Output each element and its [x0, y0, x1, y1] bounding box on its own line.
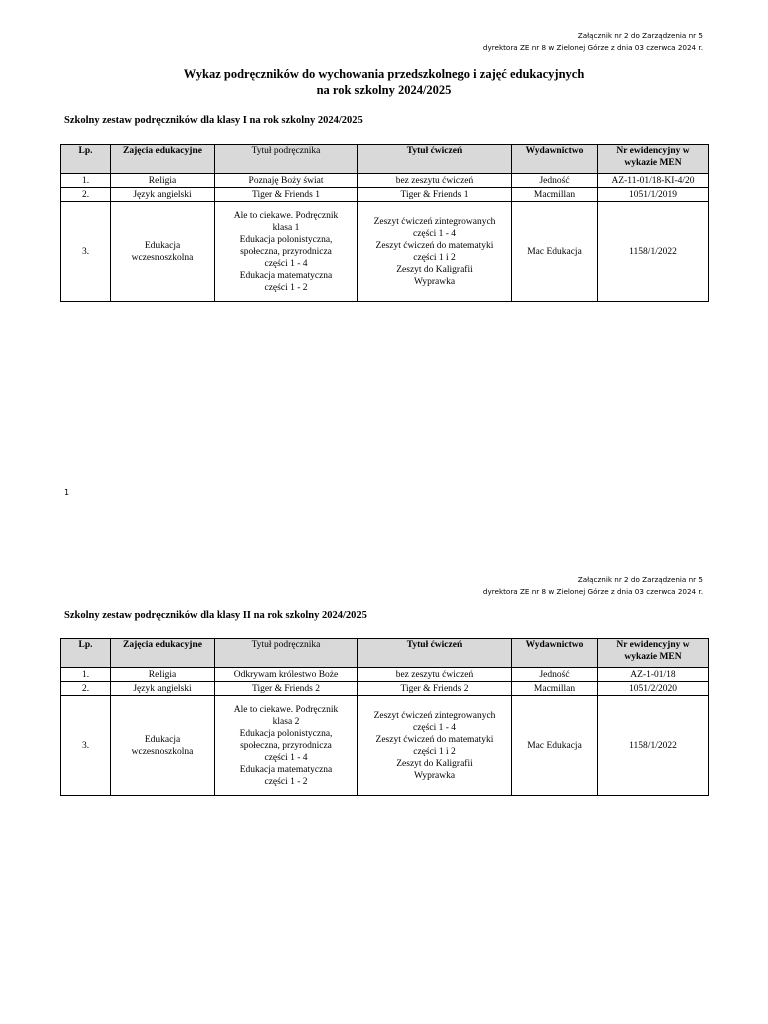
cell-men-number: 1158/1/2022 — [598, 696, 709, 796]
cell-men-number: 1051/2/2020 — [598, 682, 709, 696]
table-row — [61, 668, 709, 682]
annex-line: dyrektora ZE nr 8 w Zielonej Górze z dnia 03 czerwca 2024 r. — [482, 587, 703, 596]
cell-line: Edukacja — [144, 734, 181, 745]
cell-men-number: 1158/1/2022 — [598, 202, 709, 302]
textbook-table — [60, 144, 709, 302]
cell-lp: 2. — [61, 682, 111, 696]
cell-subject: Język angielski — [111, 682, 215, 696]
annex-line: dyrektora ZE nr 8 w Zielonej Górze z dnia 03 czerwca 2024 r. — [482, 43, 703, 52]
table-row — [61, 202, 709, 302]
column-header: Nr ewidencyjny w wykazie MEN — [598, 145, 709, 174]
cell-line: Wyprawka — [413, 276, 456, 287]
column-header: Tytuł podręcznika — [215, 145, 358, 174]
cell-men-number: AZ-1-01/18 — [598, 668, 709, 682]
cell-publisher: Macmillan — [512, 188, 598, 202]
cell-line: części 1 - 2 — [264, 282, 308, 293]
cell-men-number: 1051/1/2019 — [598, 188, 709, 202]
cell-line: części 1 - 4 — [264, 752, 308, 763]
cell-line: Edukacja polonistyczna, — [239, 728, 333, 739]
cell-exercises — [358, 202, 512, 302]
column-header: Wydawnictwo — [512, 145, 598, 174]
cell-line: Ale to ciekawe. Podręcznik — [233, 210, 339, 221]
cell-textbook: Tiger & Friends 1 — [215, 188, 358, 202]
cell-textbook: Poznaję Boży świat — [215, 174, 358, 188]
cell-textbook — [215, 696, 358, 796]
cell-exercises: Tiger & Friends 2 — [358, 682, 512, 696]
cell-subject: Język angielski — [111, 188, 215, 202]
table-row — [61, 696, 709, 796]
cell-subject: Religia — [111, 174, 215, 188]
cell-line: części 1 - 4 — [413, 722, 456, 733]
cell-subject — [111, 202, 215, 302]
table-header-row — [61, 145, 709, 174]
cell-lp: 3. — [61, 202, 111, 302]
cell-textbook — [215, 202, 358, 302]
cell-line: Edukacja matematyczna — [239, 764, 333, 775]
cell-lp: 3. — [61, 696, 111, 796]
cell-exercises: Tiger & Friends 1 — [358, 188, 512, 202]
cell-line: części 1 - 2 — [264, 776, 308, 787]
textbook-table — [60, 638, 709, 796]
cell-lp: 1. — [61, 174, 111, 188]
cell-lp: 2. — [61, 188, 111, 202]
cell-line: części 1 i 2 — [413, 252, 456, 263]
table-header-row — [61, 639, 709, 668]
cell-publisher: Jedność — [512, 174, 598, 188]
column-header: Lp. — [61, 639, 111, 668]
page-number: 1 — [64, 488, 70, 497]
cell-men-number: AZ-11-01/18-KI-4/20 — [598, 174, 709, 188]
cell-lp: 1. — [61, 668, 111, 682]
cell-textbook: Odkrywam królestwo Boże — [215, 668, 358, 682]
cell-subject — [111, 696, 215, 796]
cell-line: Ale to ciekawe. Podręcznik — [233, 704, 339, 715]
column-header: Tytuł podręcznika — [215, 639, 358, 668]
cell-line: Zeszyt ćwiczeń zintegrowanych — [373, 216, 496, 227]
cell-line: Zeszyt do Kaligrafii — [396, 758, 473, 769]
document-title — [0, 66, 768, 98]
table-row — [61, 174, 709, 188]
cell-exercises: bez zeszytu ćwiczeń — [358, 174, 512, 188]
cell-exercises: bez zeszytu ćwiczeń — [358, 668, 512, 682]
annex-note — [483, 574, 703, 598]
cell-subject: Religia — [111, 668, 215, 682]
column-header: Nr ewidencyjny w wykazie MEN — [598, 639, 709, 668]
section-heading: Szkolny zestaw podręczników dla klasy II na rok szkolny 2024/2025 — [64, 610, 367, 621]
cell-line: społeczna, przyrodnicza — [240, 246, 332, 257]
cell-line: części 1 i 2 — [413, 746, 456, 757]
cell-line: klasa 1 — [272, 222, 300, 233]
cell-line: Zeszyt ćwiczeń do matematyki — [375, 240, 494, 251]
cell-line: Edukacja polonistyczna, — [239, 234, 333, 245]
title-line: na rok szkolny 2024/2025 — [316, 83, 452, 97]
annex-note — [483, 30, 703, 54]
cell-line: Zeszyt ćwiczeń zintegrowanych — [373, 710, 496, 721]
column-header: Tytuł ćwiczeń — [358, 639, 512, 668]
cell-line: Zeszyt ćwiczeń do matematyki — [375, 734, 494, 745]
annex-line: Załącznik nr 2 do Zarządzenia nr 5 — [577, 575, 703, 584]
cell-line: Edukacja — [144, 240, 181, 251]
cell-line: wczesnoszkolna — [131, 252, 194, 263]
section-heading: Szkolny zestaw podręczników dla klasy I na rok szkolny 2024/2025 — [64, 115, 363, 126]
title-line: Wykaz podręczników do wychowania przedszkolnego i zajęć edukacyjnych — [183, 67, 585, 81]
cell-exercises — [358, 696, 512, 796]
column-header: Zajęcia edukacyjne — [111, 639, 215, 668]
cell-line: części 1 - 4 — [413, 228, 456, 239]
table-row — [61, 682, 709, 696]
cell-line: Zeszyt do Kaligrafii — [396, 264, 473, 275]
cell-line: Wyprawka — [413, 770, 456, 781]
cell-line: klasa 2 — [272, 716, 300, 727]
cell-line: Edukacja matematyczna — [239, 270, 333, 281]
column-header: Tytuł ćwiczeń — [358, 145, 512, 174]
cell-publisher: Mac Edukacja — [512, 696, 598, 796]
cell-line: części 1 - 4 — [264, 258, 308, 269]
cell-line: społeczna, przyrodnicza — [240, 740, 332, 751]
table-row — [61, 188, 709, 202]
cell-textbook: Tiger & Friends 2 — [215, 682, 358, 696]
cell-line: wczesnoszkolna — [131, 746, 194, 757]
column-header: Wydawnictwo — [512, 639, 598, 668]
annex-line: Załącznik nr 2 do Zarządzenia nr 5 — [577, 31, 703, 40]
cell-publisher: Mac Edukacja — [512, 202, 598, 302]
cell-publisher: Macmillan — [512, 682, 598, 696]
cell-publisher: Jedność — [512, 668, 598, 682]
column-header: Lp. — [61, 145, 111, 174]
column-header: Zajęcia edukacyjne — [111, 145, 215, 174]
